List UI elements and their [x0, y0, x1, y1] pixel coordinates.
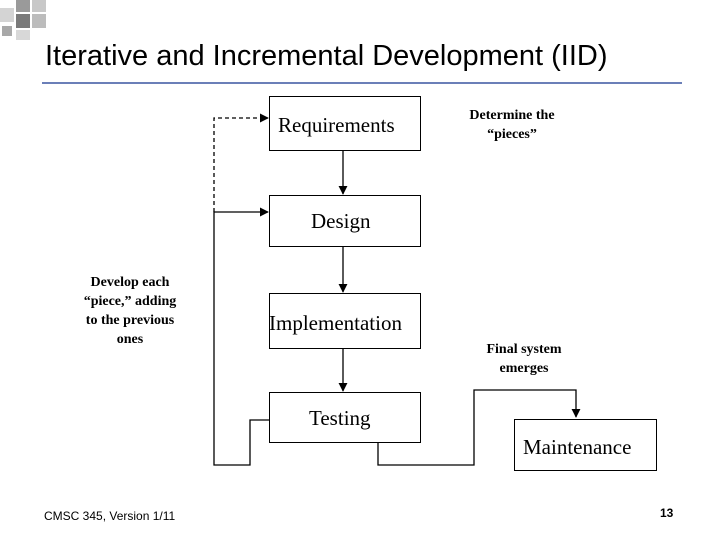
loop-testing-to-design: [214, 212, 269, 465]
maintenance-label: Maintenance: [523, 435, 632, 459]
final-note-line1: Final system: [486, 342, 562, 357]
dashed-loop-to-requirements: [214, 118, 268, 212]
develop-note-line3: to the previous: [85, 313, 175, 328]
page-number: 13: [660, 506, 674, 520]
develop-note-line1: Develop each: [90, 275, 170, 290]
final-note-line2: emerges: [499, 361, 549, 376]
maintenance-box: [514, 419, 657, 471]
determine-pieces-note: [446, 106, 578, 144]
testing-box: [269, 392, 421, 443]
develop-note-line2: “piece,” adding: [83, 294, 177, 309]
slide-title: Iterative and Incremental Development (IID): [45, 40, 608, 72]
design-box: [269, 195, 421, 247]
develop-note-line4: ones: [116, 332, 144, 347]
final-system-note: [458, 340, 590, 378]
requirements-box: [269, 96, 421, 151]
testing-label: Testing: [309, 406, 371, 430]
implementation-box: [269, 293, 421, 349]
determine-note-line2: “pieces”: [487, 127, 537, 142]
design-label: Design: [311, 209, 371, 233]
implementation-label: Implementation: [269, 311, 402, 335]
determine-note-line1: Determine the: [469, 108, 555, 123]
develop-each-piece-note: [60, 273, 200, 349]
requirements-label: Requirements: [278, 113, 395, 137]
footer-course: CMSC 345, Version 1/11: [44, 509, 176, 523]
